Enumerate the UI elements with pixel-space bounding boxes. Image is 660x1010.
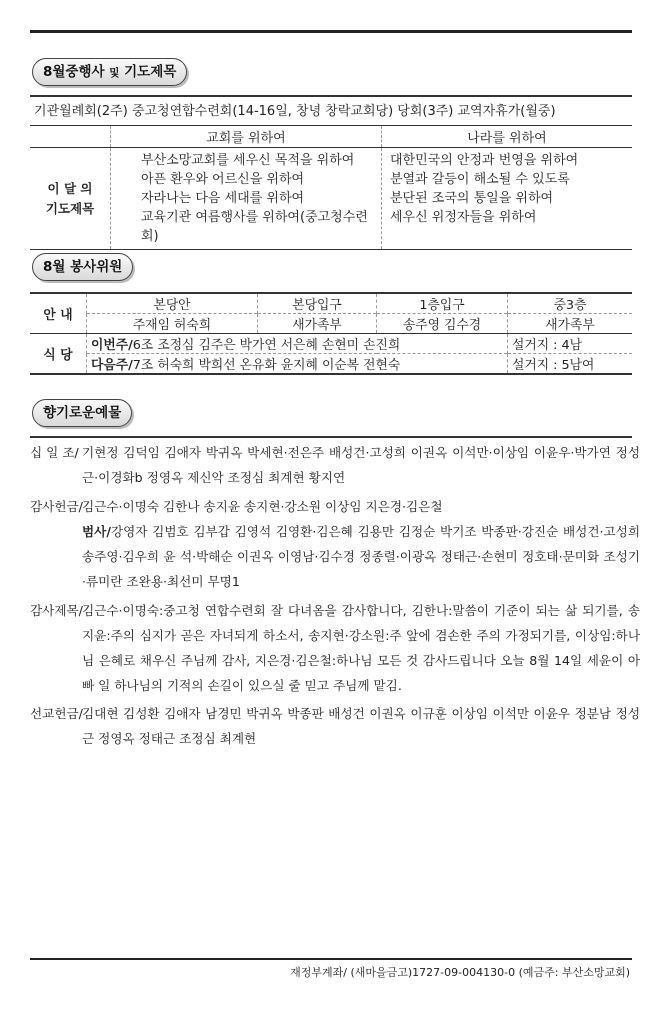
offering-top-rule [30, 436, 632, 438]
offering-label: 감사헌금/ [30, 499, 83, 514]
footer-account: 재정부계좌/ (새마을금고)1727-09-004130-0 (예금주: 부산소망교회) [290, 966, 630, 979]
offering-thanks [30, 494, 640, 519]
events-title-tail: 기도제목 [124, 64, 177, 80]
events-top-rule [30, 95, 632, 97]
offering-label: 선교헌금/ [30, 706, 83, 721]
this-week-dishes: 설거지 : 4남 [508, 334, 633, 354]
prayer-nation-item: 분열과 갈등이 해소될 수 있도록 [390, 172, 570, 187]
service-header: 1층입구 [377, 293, 508, 314]
service-header: 본당안 [87, 293, 258, 314]
offering-text: 김근수·이명숙:중고청 연합수련회 잘 다녀옴을 감사합니다, 김한나:말씀이 기준이 되는 삶 되기를, 송지윤:주의 심지가 곧은 자녀되게 하소서, 송지현·강소원:주 앞에 겸손한 주의 가정되기를, 이상임:하나님 은혜로 채우신 주님께 감사, 지은경·김은철:하나님 모든 것 감사드립니다 오늘 8월 14일 세윤이 아빠 일 하나님의 기적의 손길이 있으실 줄 믿고 주님께 맡김. [82, 603, 640, 693]
this-week-text: 6조 조정심 김주은 박가연 서은혜 손현미 손진희 [132, 338, 401, 353]
service-header: 본당입구 [258, 293, 377, 314]
offering-thanks-topics [30, 598, 640, 698]
offering-text: 기현정 김덕임 김애자 박귀옥 박세현·전은주 배성건·고성희 이권옥 이석만·이상임 이윤우·박가연 정성근·이경화b 정영옥 제신악 조정심 최계현 황지연 [82, 445, 640, 485]
next-week-text: 7조 허숙희 박희선 온유화 윤지혜 이순복 전현숙 [132, 358, 401, 373]
prayer-row-label-line1: 이 달 의 [47, 180, 93, 196]
prayer-nation-item: 대한민국의 안정과 번영을 위하여 [390, 153, 579, 168]
events-line: 기관월례회(2주) 중고청연합수련회(14-16일, 창녕 창락교회당) 당회(3주) 교역자휴가(월중) [34, 104, 556, 119]
this-week-row [87, 334, 508, 354]
next-week-prefix: 다음주/ [91, 358, 133, 373]
offering-section-title: 향기로운예물 [32, 399, 132, 427]
top-rule [30, 30, 632, 33]
offering-text: 강영자 김범호 김부갑 김영석 김영환·김은혜 김용만 김정순 박기조 박종판·강진순 배성건·고성희 송주영·김우희 윤 석·박해순 이권옥 이영남·김수경 정종렬·이광옥 정태근·손현미 정호태·문미화 조성기·류미란 조완용·최선미 무명1 [82, 524, 640, 589]
next-week-dishes: 설거지 : 5남여 [508, 354, 633, 375]
prayer-col1-header: 교회를 위하여 [111, 126, 382, 148]
prayer-church-list [111, 148, 382, 250]
prayer-corner [30, 126, 111, 148]
events-section-title [32, 58, 187, 86]
offering-everything [30, 519, 640, 594]
offering-mission [30, 701, 640, 751]
meal-label: 식 당 [30, 334, 87, 375]
next-week-row [87, 354, 508, 375]
prayer-church-item: 부산소망교회를 세우신 목적을 위하여 [141, 153, 355, 168]
prayer-row-label [30, 148, 111, 250]
prayer-church-item: 자라나는 다음 세대를 위하여 [141, 191, 305, 206]
offering-text: 김근수·이명숙 김한나 송지윤 송지현·강소원 이상임 지은경·김은철 [82, 499, 443, 514]
service-header: 중3층 [508, 293, 633, 314]
offering-everything-prefix: 범사/ [82, 524, 111, 539]
bottom-rule [30, 958, 632, 960]
prayer-nation-list [382, 148, 633, 250]
offering-tithe [30, 440, 640, 490]
offering-text: 김대현 김성환 김애자 남경민 박귀옥 박종판 배성건 이권옥 이규훈 이상임 이석만 이윤우 정분남 정성근 정영옥 정태근 조정심 최계현 [82, 706, 640, 746]
guide-label: 안 내 [30, 293, 87, 334]
guide-cell: 주재임 허숙희 [87, 314, 258, 334]
prayer-nation-item: 세우신 위정자들을 위하여 [390, 210, 537, 225]
this-week-prefix: 이번주/ [91, 338, 133, 353]
prayer-table [30, 125, 632, 250]
offering-label: 십 일 조/ [30, 445, 79, 460]
guide-cell: 새가족부 [258, 314, 377, 334]
prayer-nation-item: 분단된 조국의 통일을 위하여 [390, 191, 554, 206]
prayer-row-label-line2: 기도제목 [45, 200, 95, 216]
prayer-church-item: 아픈 환우와 어르신을 위하여 [141, 172, 305, 187]
events-title-small: 및 [109, 67, 120, 79]
service-table [30, 292, 632, 375]
service-section-title: 8월 봉사위원 [32, 253, 133, 281]
prayer-church-item: 교육기관 여름행사를 위하여(중고청수련회) [141, 210, 368, 244]
offering-label: 감사제목/ [30, 603, 83, 618]
guide-cell: 새가족부 [508, 314, 633, 334]
offering-everything-body [82, 519, 640, 594]
guide-cell: 송주영 김수경 [377, 314, 508, 334]
prayer-col2-header: 나라를 위하여 [382, 126, 633, 148]
events-title-main: 8월중행사 [43, 64, 105, 80]
